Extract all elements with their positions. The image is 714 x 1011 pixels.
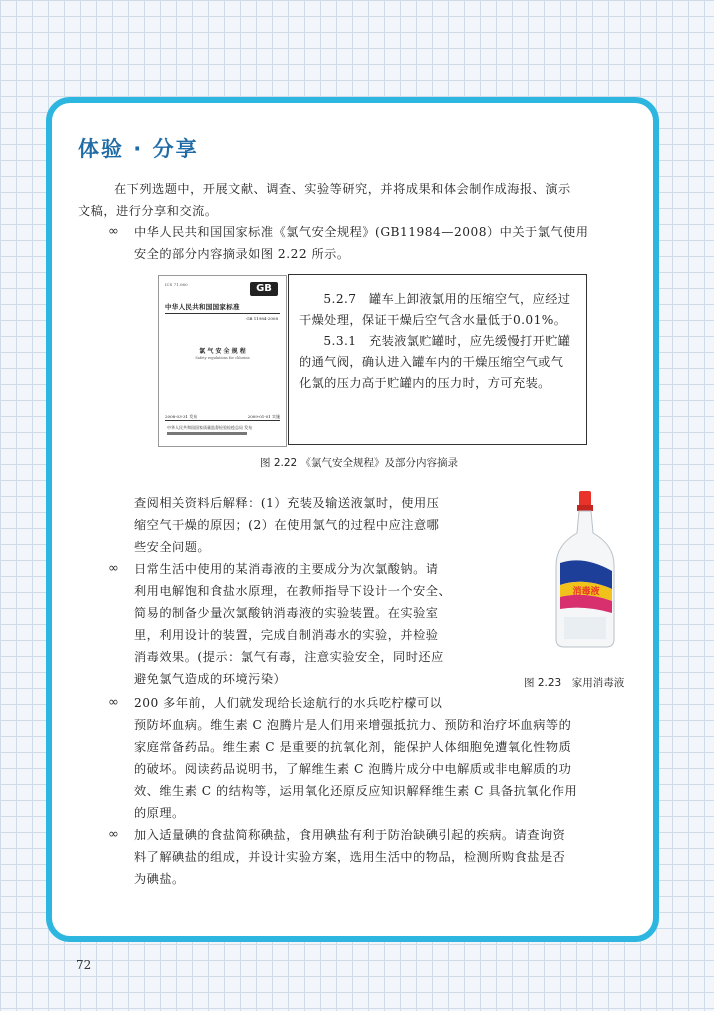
page-number: 72 xyxy=(76,958,92,972)
item2-line-2: 利用电解饱和食盐水原理，在教师指导下设计一个安全、 xyxy=(134,584,452,598)
excerpt-5-2-7: 5.2.7 罐车上卸液氯用的压缩空气，应经过干燥处理，保证干燥后空气含水量低于0.01%。 xyxy=(299,292,571,327)
intro-line-2: 文稿，进行分享和交流。 xyxy=(78,204,218,218)
cover-subtitle: Safety regulations for chlorine xyxy=(195,356,250,360)
cover-std-no: GB 11984-2008 xyxy=(246,316,278,321)
bullet-icon: ∞ xyxy=(108,561,119,576)
figure-2-22-caption: 图 2.22 《氯气安全规程》及部分内容摘录 xyxy=(260,457,459,469)
cover-issuer-line xyxy=(167,432,247,435)
excerpt-5-3-1: 5.3.1 充装液氯贮罐时，应先缓慢打开贮罐的通气阀，确认进入罐车内的干燥压缩空气或气化氯的压力高于贮罐内的压力时，方可充装。 xyxy=(299,334,571,390)
gb-logo-icon: GB xyxy=(250,282,278,296)
figure-2-23-caption: 图 2.23 家用消毒液 xyxy=(524,677,625,689)
cover-date-left: 2008-03-31 发布 xyxy=(165,414,198,419)
standard-cover-image xyxy=(158,275,287,447)
item4-line-2: 料了解碘盐的组成，并设计实验方案，选用生活中的物品，检测所购食盐是否 xyxy=(134,850,566,864)
item1-cont-line-3: 些安全问题。 xyxy=(134,540,211,554)
item3-line-3: 家庭常备药品。维生素 C 是重要的抗氧化剂，能保护人体细胞免遭氧化性物质 xyxy=(134,740,572,754)
item2-line-4: 里，利用设计的装置，完成自制消毒水的实验，并检验 xyxy=(134,628,439,642)
bullet-icon: ∞ xyxy=(108,695,119,710)
item2-line-3: 简易的制备少量次氯酸钠消毒液的实验装置。在实验室 xyxy=(134,606,439,620)
item2-line-6: 避免氯气造成的环境污染） xyxy=(134,672,287,686)
item3-line-5: 效、维生素 C 的结构等，运用氧化还原反应知识解释维生素 C 具备抗氧化作用 xyxy=(134,784,578,798)
standard-excerpt-box xyxy=(288,274,587,445)
disinfectant-bottle-image xyxy=(552,489,622,649)
item1-cont-line-2: 缩空气干燥的原因；(2）在使用氯气的过程中应注意哪 xyxy=(134,518,440,532)
item3-line-2: 预防坏血病。维生素 C 泡腾片是人们用来增强抵抗力、预防和治疗坏血病等的 xyxy=(134,718,572,732)
bullet-icon: ∞ xyxy=(108,224,119,239)
cover-issuer: 中华人民共和国国家质量监督检验检疫总局 发布 xyxy=(167,425,253,430)
cover-date-right: 2009-01-01 实施 xyxy=(247,414,280,419)
activity-panel xyxy=(46,97,659,942)
cover-divider xyxy=(165,313,280,314)
cover-divider-bottom xyxy=(165,420,280,421)
bottle-cap-icon xyxy=(579,491,591,507)
item3-line-1: 200 多年前，人们就发现给长途航行的水兵吃柠檬可以 xyxy=(134,696,443,710)
intro-line-1: 在下列选题中，开展文献、调查、实验等研究，并将成果和体会制作成海报、演示 xyxy=(114,182,571,196)
item1-line-1: 中华人民共和国国家标准《氯气安全规程》(GB11984—2008）中关于氯气使用 xyxy=(134,225,589,239)
cover-code: ICS 71.060 xyxy=(165,282,188,287)
item2-line-1: 日常生活中使用的某消毒液的主要成分为次氯酸钠。请 xyxy=(134,562,439,576)
item1-cont-line-1: 查阅相关资料后解释：(1）充装及输送液氯时，使用压 xyxy=(134,496,440,510)
section-title: 体验 · 分享 xyxy=(78,137,199,161)
bottle-label: 消毒液 xyxy=(572,587,600,597)
item1-line-2: 安全的部分内容摘录如图 2.22 所示。 xyxy=(134,247,350,261)
item3-line-6: 的原理。 xyxy=(134,806,185,820)
item2-line-5: 消毒效果。(提示：氯气有毒，注意实验安全，同时还应 xyxy=(134,650,444,664)
cover-header: 中华人民共和国国家标准 xyxy=(165,303,240,311)
item3-line-4: 的破坏。阅读药品说明书，了解维生素 C 泡腾片成分中电解质或非电解质的功 xyxy=(134,762,572,776)
bullet-icon: ∞ xyxy=(108,827,119,842)
item4-line-1: 加入适量碘的食盐简称碘盐，食用碘盐有利于防治缺碘引起的疾病。请查询资 xyxy=(134,828,566,842)
item4-line-3: 为碘盐。 xyxy=(134,872,185,886)
cover-title: 氯 气 安 全 规 程 xyxy=(199,348,246,355)
